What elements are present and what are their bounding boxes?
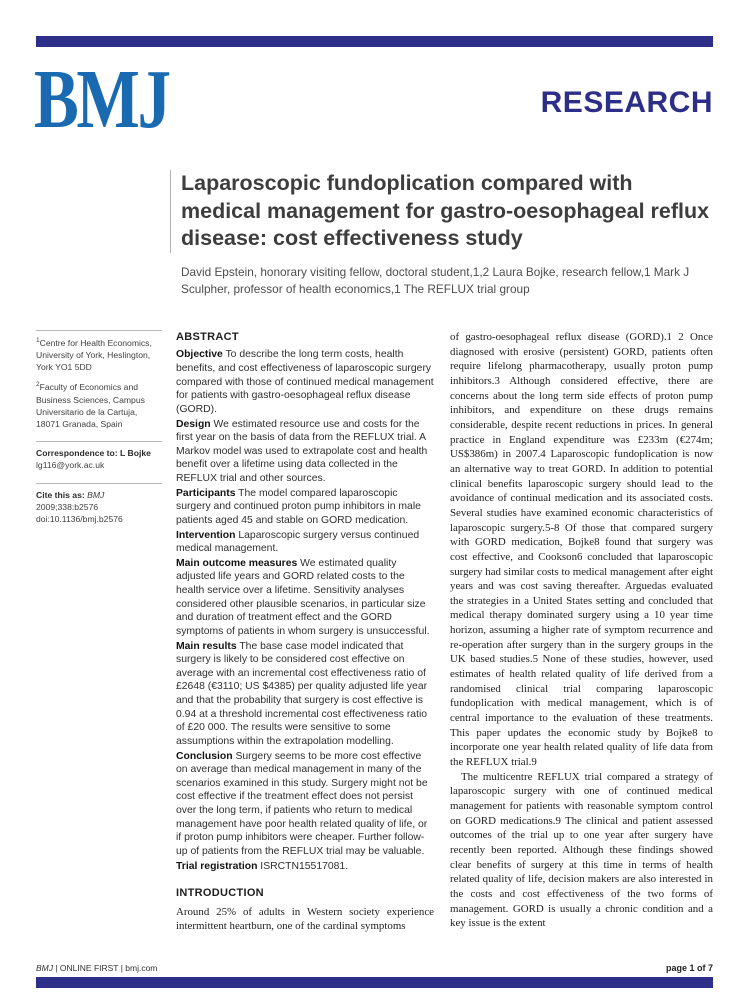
abstract-section-objective: Objective To describe the long term costs, health benefits, and cost effectiveness of laparoscopic surgery compared with those of continued medical management for patients with gastro-oesophageal reflux disease (GORD). bbox=[176, 349, 434, 415]
citation-block bbox=[36, 483, 162, 526]
author-byline: David Epstein, honorary visiting fellow, doctoral student,1,2 Laura Bojke, research fellow,1 Mark J Sculpher, professor of health economics,1 The REFLUX trial group bbox=[181, 264, 690, 296]
affiliation-2: $^2$Faculty of Economics and Business Sciences, Campus Universitario de la Cartuja, 18071 Granada, Spain bbox=[36, 381, 145, 429]
introduction-heading: INTRODUCTION bbox=[176, 887, 264, 900]
footer-journal-info: BMJ | ONLINE FIRST | bmj.com bbox=[36, 963, 158, 973]
cite-doi: doi:10.1136/bmj.b2576 bbox=[36, 513, 123, 524]
affiliation-2-sup: 2 bbox=[36, 381, 40, 389]
cite-label: Cite this as: bbox=[36, 489, 85, 500]
abstract-section-conclusion: Conclusion Surgery seems to be more cost effective on average than medical management in many of the scenarios examined in this study. Surgery might not be cost effective if the treatment effect does not persist over the long term, if patients who return to medical management have poor health related quality of life, or if proton pump inhibitors were cheaper. Further follow-up of patients from the REFLUX trial may be valuable. bbox=[176, 750, 428, 857]
affiliation-1: $^1$Centre for Health Economics, University of York, Heslington, York YO1 5DD bbox=[36, 337, 152, 373]
abstract-section-results: Main results The base case model indicated that surgery is likely to be considered cost effective on average with an incremental cost effectiveness ratio of £2648 (€3110; US $4385) per quality adjusted life year and that the probability that surgery is cost effective is 0.94 at a threshold incremental cost effectiveness ratio of £20 000. The results were sensitive to some assumptions within the extrapolation modelling. bbox=[176, 640, 428, 747]
correspondence-label: Correspondence to: L Bojke bbox=[36, 448, 151, 459]
affiliation-1-sup: 1 bbox=[36, 337, 40, 344]
top-rule-bar bbox=[36, 36, 713, 47]
introduction-paragraph: Around 25% of adults in Western society experience intermittent heartburn, one of the cardinal symptoms bbox=[176, 905, 434, 933]
abstract-heading: ABSTRACT bbox=[176, 331, 239, 343]
correspondence-block bbox=[36, 441, 162, 471]
abstract-section-participants: Participants The model compared laparoscopic surgery and continued proton pump inhibitors in male patients aged 45 and stable on GORD medication. bbox=[176, 487, 421, 526]
bmj-logo: BMJ bbox=[34, 53, 169, 146]
margin-sidebar bbox=[36, 330, 162, 962]
abstract-section-outcomes: Main outcome measures We estimated quality adjusted life years and GORD related costs to the health service over a lifetime. Sensitivity analyses considered other plausible scenarios, in particular size and duration of treatment effect and the GORD symptoms of patients in whom surgery is unsuccessful. bbox=[176, 557, 430, 637]
body-paragraph: of gastro-oesophageal reflux disease (GORD).1 2 Once diagnosed with erosive (persistent) GORD, patients often require lifelong pharmacotherapy, usually proton pump inhibitors.3 Although considered effective, there are concerns about the long term side effects of proton pump inhibitors, and expenditure on these drugs remains considerable, despite recent reductions in prices. In general practice in England expenditure was £233m (€274m; US$386m) in 2007.4 Laparoscopic fundoplication is now an alternative way to treat GORD. In addition to potential clinical benefits laparoscopic surgery should lead to the avoidance of continual medication and its associated costs. Several studies have examined economic characteristics of laparoscopic surgery.5-8 Of those that compared surgery with GORD medication, Bojke8 found that surgery was cost effective, and Cookson6 concluded that laparoscopic surgery had similar costs to medical management after eight years and was cost saving thereafter. Arguedas evaluated the strategies in a United States setting and concluded that medical therapy dominated surgery using a 10 year time horizon, assuming a higher rate of symptom recurrence and re-operation after surgery than in the surgery groups in the UK based studies.5 None of these studies, however, used estimates of health related quality of life derived from a randomised clinical trial comparing laparoscopic fundoplication with medical management, which is of central importance to the evaluation of these treatments. This paper updates the economic study by Bojke8 to incorporate one year health related quality of life data from the REFLUX trial.9 bbox=[450, 331, 713, 769]
body-column bbox=[450, 330, 713, 962]
abstract-column bbox=[176, 330, 434, 962]
abstract-section-registration: Trial registration ISRCTN15517081. bbox=[176, 860, 349, 872]
page-footer bbox=[36, 963, 713, 973]
body-paragraph: The multicentre REFLUX trial compared a strategy of laparoscopic surgery with one of continued medical management for patients with reasonable symptom control on GORD medications.9 The clinical and patient assessed outcomes of the trial up to one year after surgery have recently been reported. Although these findings showed clear benefits of surgery at this time in terms of health related quality of life, decision makers are also interested in the costs and cost effectiveness of the two forms of management. GORD is usually a chronic condition and a key issue is the extent bbox=[450, 770, 713, 930]
cite-ref: 2009;338:b2576 bbox=[36, 501, 99, 512]
abstract-section-design: Design We estimated resource use and costs for the first year on the basis of data from the REFLUX trial. A Markov model was used to extrapolate cost and health benefit over a lifetime using data collected in the REFLUX trial and other sources. bbox=[176, 418, 428, 485]
bottom-rule-bar bbox=[36, 977, 713, 988]
abstract-section-intervention: Intervention Laparoscopic surgery versus continued medical management. bbox=[176, 529, 420, 555]
section-banner-research: RESEARCH bbox=[540, 86, 713, 119]
footer-page-number: page 1 of 7 bbox=[665, 963, 713, 973]
cite-journal: BMJ bbox=[87, 489, 105, 500]
title-block bbox=[170, 170, 715, 298]
content-columns bbox=[36, 330, 713, 962]
article-title: Laparoscopic fundoplication compared with medical management for gastro-oesophageal reflux disease: cost effectiveness study bbox=[170, 170, 715, 253]
affiliations-block bbox=[36, 330, 162, 430]
correspondence-email-link[interactable]: lg116@york.ac.uk bbox=[36, 460, 105, 471]
